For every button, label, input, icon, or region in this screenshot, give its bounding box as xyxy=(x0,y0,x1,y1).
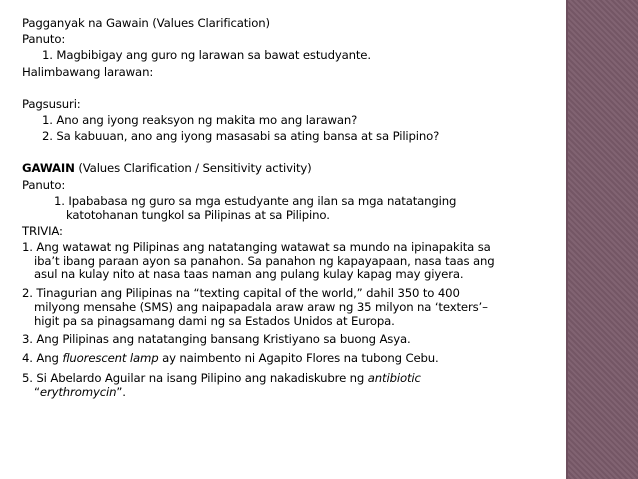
spacer xyxy=(22,80,562,96)
instructions-label: Panuto: xyxy=(22,32,66,47)
open-quote: “ xyxy=(34,384,40,399)
analysis-question: 2. Sa kabuuan, ano ang iyong masasabi sa ating bansa at sa Pilipino? xyxy=(42,129,440,144)
gawain-heading xyxy=(22,160,562,176)
trivia-item-continued: milyong mensahe (SMS) ang naipapadala araw araw ng 35 milyon na ‘texters’– xyxy=(34,300,488,315)
spacer xyxy=(22,144,562,160)
trivia-item-continued: asul na kulay nito at nasa taas naman ang pulang kulay kapag may giyera. xyxy=(34,267,464,282)
analysis-label: Pagsusuri: xyxy=(22,96,81,111)
decorative-sidebar xyxy=(566,0,638,479)
trivia-item: 1. Ang watawat ng Pilipinas ang natatanging watawat sa mundo na ipinapakita sa xyxy=(22,239,491,254)
analysis-question: 1. Ano ang iyong reaksyon ng makita mo ang larawan? xyxy=(42,113,358,128)
trivia-italic: erythromycin xyxy=(39,384,117,399)
activity-title: Pagganyak na Gawain (Values Clarification) xyxy=(22,16,270,30)
trivia-italic: antibiotic xyxy=(367,370,421,385)
trivia-label: TRIVIA: xyxy=(22,223,63,238)
sample-image-label: Halimbawang larawan: xyxy=(22,64,154,79)
close-quote: ”. xyxy=(116,384,126,399)
sidebar-edge xyxy=(566,0,568,479)
instruction-item-continued: katotohanan tungkol sa Pilipinas at sa Pilipino. xyxy=(66,208,330,223)
gawain-subtitle: (Values Clarification / Sensitivity activity) xyxy=(74,161,312,176)
trivia-item xyxy=(22,370,562,386)
trivia-italic: fluorescent lamp xyxy=(62,351,159,366)
trivia-item-continued xyxy=(22,386,562,400)
trivia-item-continued: higit pa sa pinagsamang dami ng sa Estados Unidos at Europa. xyxy=(34,313,395,328)
trivia-text: ay naimbento ni Agapito Flores na tubong Cebu. xyxy=(158,351,439,366)
instructions-label: Panuto: xyxy=(22,177,66,192)
gawain-label: GAWAIN xyxy=(22,161,75,176)
trivia-item-continued: iba’t ibang paraan ayon sa panahon. Sa panahon ng kapayapaan, nasa taas ang xyxy=(34,253,495,268)
trivia-item: 3. Ang Pilipinas ang natatanging bansang Kristiyano sa buong Asya. xyxy=(22,332,411,347)
instruction-item: 1. Magbibigay ang guro ng larawan sa bawat estudyante. xyxy=(42,48,371,63)
trivia-text: 4. Ang xyxy=(22,351,63,366)
slide-content xyxy=(22,15,562,399)
trivia-item xyxy=(22,350,562,366)
trivia-text: 5. Si Abelardo Aguilar na isang Pilipino ang nakadiskubre ng xyxy=(22,370,368,385)
trivia-item: 2. Tinagurian ang Pilipinas na “texting capital of the world,” dahil 350 to 400 xyxy=(22,285,460,300)
instruction-item: 1. Ipababasa ng guro sa mga estudyante ang ilan sa mga natatanging xyxy=(54,193,457,208)
